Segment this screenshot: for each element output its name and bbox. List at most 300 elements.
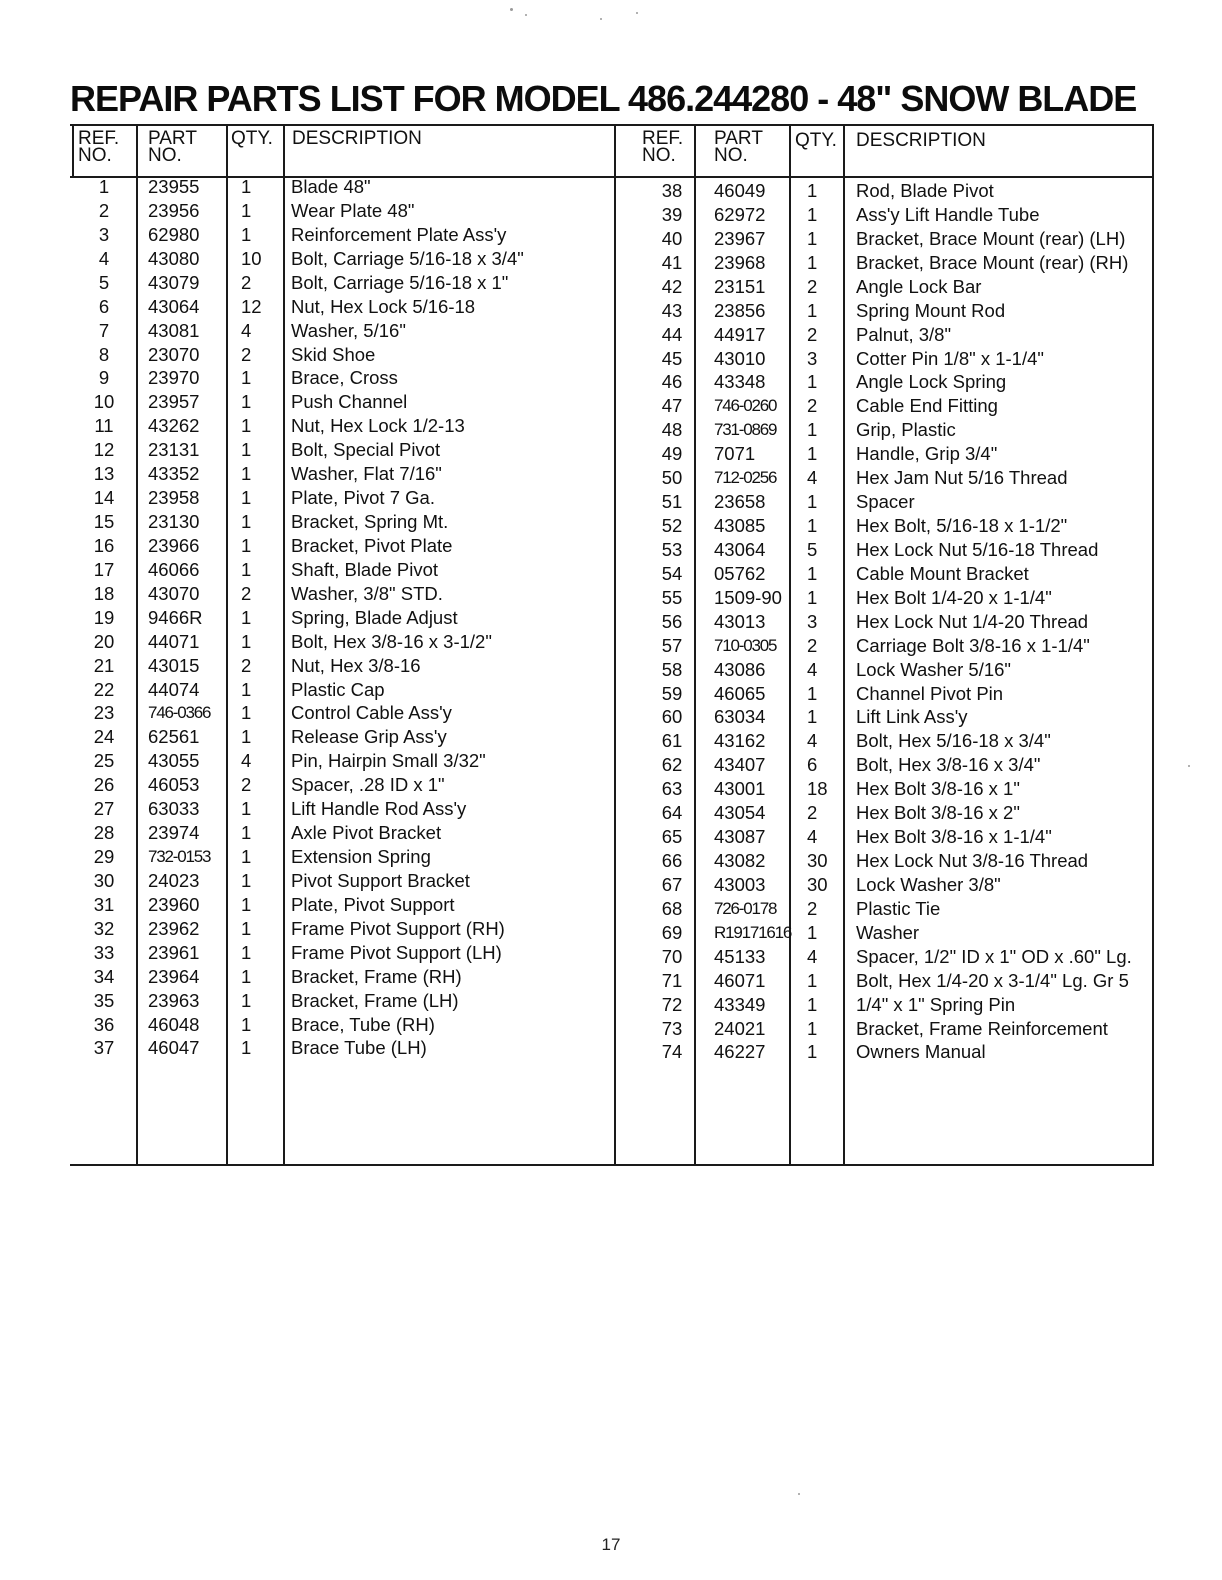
table-row [0, 921, 1222, 945]
description-cell: Handle, Grip 3/4" [856, 443, 998, 465]
qty-cell: 4 [807, 945, 818, 967]
qty-cell: 1 [807, 251, 818, 273]
description-cell: Hex Bolt 1/4-20 x 1-1/4" [856, 586, 1052, 608]
table-row [0, 1040, 1222, 1064]
qty-cell: 1 [807, 1017, 818, 1039]
part-no-cell: 43013 [714, 610, 766, 632]
part-no-cell: 23131 [148, 439, 200, 461]
ref-no-cell: 44 [661, 323, 683, 345]
part-no-cell: 46071 [714, 969, 766, 991]
table-row [0, 538, 1222, 562]
table-row [0, 514, 1222, 538]
table-row [0, 179, 1222, 203]
description-cell: Bracket, Brace Mount (rear) (LH) [856, 227, 1126, 249]
scan-speck [636, 12, 638, 14]
table-row [0, 347, 1222, 371]
part-no-cell: 46047 [148, 1037, 200, 1059]
qty-cell: 30 [807, 850, 828, 872]
qty-cell: 1 [241, 822, 252, 844]
description-cell: Nut, Hex Lock 5/16-18 [291, 295, 476, 317]
ref-no-cell: 56 [661, 610, 683, 632]
part-no-cell: 43003 [714, 873, 766, 895]
ref-no-cell: 59 [661, 682, 683, 704]
qty-cell: 1 [241, 702, 252, 724]
part-no-cell: 726-0178 [714, 898, 777, 918]
description-cell: Control Cable Ass'y [291, 702, 452, 724]
description-cell: Angle Lock Bar [856, 275, 982, 297]
part-no-cell: 44074 [148, 678, 200, 700]
ref-no-cell: 11 [94, 415, 114, 437]
qty-cell: 1 [807, 419, 818, 441]
qty-cell: 12 [241, 295, 262, 317]
part-no-cell: 44917 [714, 323, 766, 345]
ref-no-cell: 52 [661, 515, 683, 537]
description-cell: Washer [856, 921, 920, 943]
ref-no-cell: 50 [661, 467, 683, 489]
description-cell: Bolt, Special Pivot [291, 439, 441, 461]
ref-no-cell: 14 [93, 487, 115, 509]
description-cell: Palnut, 3/8" [856, 323, 952, 345]
ref-no-cell: 40 [661, 227, 683, 249]
description-cell: Extension Spring [291, 846, 431, 868]
part-no-cell: 7071 [714, 443, 756, 465]
description-cell: Lock Washer 5/16" [856, 658, 1011, 680]
qty-cell: 1 [241, 630, 252, 652]
ref-no-cell: 48 [661, 419, 683, 441]
ref-no-cell: 45 [661, 347, 683, 369]
table-row [0, 849, 1222, 873]
qty-cell: 1 [807, 515, 818, 537]
table-row [0, 323, 1222, 347]
qty-cell: 6 [807, 754, 818, 776]
description-cell: Lift Handle Rod Ass'y [291, 798, 467, 820]
part-no-cell: 43262 [148, 415, 200, 437]
part-no-cell: 732-0153 [148, 847, 211, 867]
ref-no-cell: 41 [661, 251, 683, 273]
table-row [0, 705, 1222, 729]
part-no-cell: 62972 [714, 203, 766, 225]
description-cell: Hex Bolt, 5/16-18 x 1-1/2" [856, 515, 1068, 537]
qty-cell: 1 [241, 989, 252, 1011]
part-no-cell: 05762 [714, 562, 766, 584]
description-cell: Lock Washer 3/8" [856, 873, 1001, 895]
description-cell: Channel Pivot Pin [856, 682, 1004, 704]
ref-no-cell: 47 [661, 395, 683, 417]
part-no-cell: 712-0256 [714, 468, 777, 488]
ref-no-cell: 24 [93, 726, 115, 748]
table-row [0, 658, 1222, 682]
qty-cell: 30 [807, 873, 828, 895]
qty-cell: 1 [241, 391, 252, 413]
table-row [0, 466, 1222, 490]
table-row [0, 490, 1222, 514]
qty-cell: 1 [807, 180, 818, 201]
part-no-cell: 23962 [148, 917, 200, 939]
ref-no-cell: 57 [661, 634, 683, 656]
table-bottom-border [70, 1164, 1154, 1166]
table-row [0, 682, 1222, 706]
table-row [0, 251, 1222, 275]
description-cell: Hex Bolt 3/8-16 x 2" [856, 802, 1020, 824]
ref-no-cell: 4 [98, 247, 110, 269]
description-cell: Ass'y Lift Handle Tube [856, 203, 1040, 225]
description-cell: Spacer [856, 491, 915, 513]
page-number: 17 [601, 1535, 621, 1554]
description-cell: Bracket, Frame (RH) [291, 965, 462, 987]
header-part-no-right: PART NO. [714, 128, 763, 166]
ref-no-cell: 51 [661, 491, 683, 513]
part-no-cell: 43001 [714, 778, 766, 800]
qty-cell: 1 [807, 227, 818, 249]
qty-cell: 1 [241, 798, 252, 820]
part-no-cell: 43070 [148, 582, 200, 604]
ref-no-cell: 69 [661, 921, 683, 943]
qty-cell: 2 [807, 802, 818, 824]
qty-cell: 1 [807, 586, 818, 608]
qty-cell: 1 [807, 299, 818, 321]
qty-cell: 1 [241, 223, 252, 245]
part-no-cell: 43010 [714, 347, 766, 369]
qty-cell: 4 [241, 319, 252, 341]
description-cell: Pivot Support Bracket [291, 869, 470, 891]
qty-cell: 4 [807, 730, 818, 752]
description-cell: Shaft, Blade Pivot [291, 558, 439, 580]
description-cell: Carriage Bolt 3/8-16 x 1-1/4" [856, 634, 1090, 656]
description-cell: Spring, Blade Adjust [291, 606, 458, 628]
part-no-cell: 23658 [714, 491, 766, 513]
description-cell: Bolt, Hex 1/4-20 x 3-1/4" Lg. Gr 5 [856, 969, 1129, 991]
part-no-cell: 23966 [148, 534, 200, 556]
qty-cell: 4 [241, 750, 252, 772]
ref-no-cell: 55 [661, 586, 683, 608]
ref-no-cell: 67 [661, 873, 683, 895]
qty-cell: 4 [807, 826, 818, 848]
description-cell: Bolt, Hex 3/8-16 x 3/4" [856, 754, 1041, 776]
part-no-cell: 63034 [714, 706, 766, 728]
qty-cell: 2 [241, 582, 252, 604]
part-no-cell: 46227 [714, 1041, 766, 1063]
ref-no-cell: 27 [93, 798, 115, 820]
description-cell: Hex Jam Nut 5/16 Thread [856, 467, 1068, 489]
ref-no-cell: 2 [98, 199, 110, 221]
ref-no-cell: 33 [93, 941, 115, 963]
ref-no-cell: 22 [93, 678, 115, 700]
qty-cell: 1 [241, 367, 252, 389]
ref-no-cell: 32 [93, 917, 115, 939]
table-row [0, 394, 1222, 418]
qty-cell: 1 [807, 491, 818, 513]
description-cell: Angle Lock Spring [856, 371, 1007, 393]
ref-no-cell: 63 [661, 778, 683, 800]
part-no-cell: 1509-90 [714, 586, 782, 608]
table-row [0, 969, 1222, 993]
scan-speck [525, 14, 527, 16]
ref-no-cell: 5 [98, 271, 110, 293]
description-cell: Axle Pivot Bracket [291, 822, 442, 844]
header-ref-no: REF. NO. [78, 128, 120, 166]
qty-cell: 1 [807, 562, 818, 584]
part-no-cell: 24021 [714, 1017, 766, 1039]
qty-cell: 2 [807, 323, 818, 345]
description-cell: Blade 48" [291, 176, 371, 197]
description-cell: Plate, Pivot 7 Ga. [291, 487, 435, 509]
header-description: DESCRIPTION [292, 128, 422, 149]
qty-cell: 1 [241, 1037, 252, 1059]
part-no-cell: 43064 [714, 538, 766, 560]
description-cell: Hex Bolt 3/8-16 x 1" [856, 778, 1020, 800]
ref-no-cell: 16 [93, 534, 115, 556]
description-cell: Lift Link Ass'y [856, 706, 968, 728]
scan-speck [798, 1493, 800, 1495]
part-no-cell: 43087 [714, 826, 766, 848]
part-no-cell: 43085 [714, 515, 766, 537]
description-cell: Cable Mount Bracket [856, 562, 1029, 584]
part-no-cell: 46065 [714, 682, 766, 704]
ref-no-cell: 23 [93, 702, 115, 724]
ref-no-cell: 28 [93, 822, 115, 844]
part-no-cell: 24023 [148, 869, 200, 891]
part-no-cell: 43054 [714, 802, 766, 824]
part-no-cell: 43086 [714, 658, 766, 680]
table-row [0, 562, 1222, 586]
part-no-cell: 46049 [714, 180, 766, 201]
ref-no-cell: 62 [661, 754, 683, 776]
description-cell: Bracket, Brace Mount (rear) (RH) [856, 251, 1129, 273]
qty-cell: 2 [807, 275, 818, 297]
description-cell: Release Grip Ass'y [291, 726, 447, 748]
qty-cell: 4 [807, 658, 818, 680]
table-row [0, 586, 1222, 610]
description-cell: Nut, Hex Lock 1/2-13 [291, 415, 465, 437]
ref-no-cell: 35 [93, 989, 115, 1011]
ref-no-cell: 38 [661, 180, 683, 201]
ref-no-cell: 58 [661, 658, 683, 680]
page-title: REPAIR PARTS LIST FOR MODEL 486.244280 - 48" SNOW BLADE [70, 78, 1137, 119]
description-cell: Grip, Plastic [856, 419, 956, 441]
part-no-cell: 43162 [714, 730, 766, 752]
description-cell: Bolt, Carriage 5/16-18 x 3/4" [291, 247, 524, 269]
description-cell: Washer, Flat 7/16" [291, 463, 442, 485]
part-no-cell: 23968 [714, 251, 766, 273]
qty-cell: 1 [807, 706, 818, 728]
ref-no-cell: 60 [661, 706, 683, 728]
description-cell: Brace, Tube (RH) [291, 1013, 435, 1035]
part-no-cell: 43082 [714, 850, 766, 872]
ref-no-cell: 61 [661, 730, 683, 752]
description-cell: Bracket, Spring Mt. [291, 511, 449, 533]
qty-cell: 1 [241, 415, 252, 437]
qty-cell: 1 [241, 487, 252, 509]
ref-no-cell: 65 [661, 826, 683, 848]
part-no-cell: 23963 [148, 989, 200, 1011]
table-row [0, 418, 1222, 442]
qty-cell: 1 [807, 993, 818, 1015]
part-no-cell: 23974 [148, 822, 200, 844]
table-row [0, 897, 1222, 921]
part-no-cell: 746-0260 [714, 396, 777, 416]
description-cell: Plate, Pivot Support [291, 893, 455, 915]
part-no-cell: 23957 [148, 391, 200, 413]
ref-no-cell: 39 [661, 203, 683, 225]
qty-cell: 1 [807, 921, 818, 943]
ref-no-cell: 15 [93, 511, 115, 533]
description-cell: 1/4" x 1" Spring Pin [856, 993, 1016, 1015]
part-no-cell: 23130 [148, 511, 200, 533]
ref-no-cell: 74 [661, 1041, 683, 1063]
part-no-cell: 23964 [148, 965, 200, 987]
ref-no-cell: 8 [98, 343, 110, 365]
header-qty-right: QTY. [795, 130, 837, 151]
description-cell: Washer, 3/8" STD. [291, 582, 443, 604]
qty-cell: 2 [241, 654, 252, 676]
qty-cell: 3 [807, 610, 818, 632]
description-cell: Washer, 5/16" [291, 319, 406, 341]
description-cell: Hex Lock Nut 3/8-16 Thread [856, 850, 1089, 872]
ref-no-cell: 3 [98, 223, 110, 245]
part-no-cell: 45133 [714, 945, 766, 967]
description-cell: Wear Plate 48" [291, 199, 415, 221]
part-no-cell: 46053 [148, 774, 200, 796]
description-cell: Hex Bolt 3/8-16 x 1-1/4" [856, 826, 1052, 848]
description-cell: Cable End Fitting [856, 395, 998, 417]
part-no-cell: 9466R [148, 606, 203, 628]
ref-no-cell: 70 [661, 945, 683, 967]
ref-no-cell: 71 [661, 969, 683, 991]
description-cell: Spring Mount Rod [856, 299, 1006, 321]
qty-cell: 2 [241, 271, 252, 293]
part-no-cell: 46066 [148, 558, 200, 580]
description-cell: Bracket, Frame Reinforcement [856, 1017, 1108, 1039]
qty-cell: 1 [241, 439, 252, 461]
part-no-cell: 731-0869 [714, 420, 777, 440]
part-no-cell: 44071 [148, 630, 200, 652]
part-no-cell: 62561 [148, 726, 200, 748]
table-row [0, 442, 1222, 466]
description-cell: Push Channel [291, 391, 408, 413]
qty-cell: 1 [807, 969, 818, 991]
header-qty: QTY. [231, 128, 273, 149]
description-cell: Skid Shoe [291, 343, 376, 365]
qty-cell: 4 [807, 467, 818, 489]
part-no-cell: 43080 [148, 247, 200, 269]
table-row [0, 753, 1222, 777]
part-no-cell: 23958 [148, 487, 200, 509]
scan-speck [510, 8, 513, 11]
ref-no-cell: 43 [661, 299, 683, 321]
ref-no-cell: 10 [93, 391, 115, 413]
part-no-cell: 46048 [148, 1013, 200, 1035]
qty-cell: 3 [807, 347, 818, 369]
ref-no-cell: 13 [93, 463, 115, 485]
qty-cell: 1 [241, 941, 252, 963]
ref-no-cell: 12 [93, 439, 115, 461]
ref-no-cell: 18 [93, 582, 115, 604]
part-no-cell: 23956 [148, 199, 200, 221]
part-no-cell: 23070 [148, 343, 200, 365]
table-row [0, 275, 1222, 299]
ref-no-cell: 68 [661, 897, 683, 919]
qty-cell: 1 [241, 606, 252, 628]
qty-cell: 1 [241, 846, 252, 868]
table-row [0, 610, 1222, 634]
qty-cell: 1 [241, 869, 252, 891]
ref-no-cell: 54 [661, 562, 683, 584]
ref-no-cell: 20 [93, 630, 115, 652]
qty-cell: 1 [241, 965, 252, 987]
qty-cell: 2 [241, 343, 252, 365]
ref-no-cell: 1 [98, 176, 110, 197]
table-row [0, 227, 1222, 251]
qty-cell: 1 [241, 511, 252, 533]
part-no-cell: 23955 [148, 176, 200, 197]
description-cell: Owners Manual [856, 1041, 986, 1063]
table-row [0, 729, 1222, 753]
qty-cell: 5 [807, 538, 818, 560]
part-no-cell: 23961 [148, 941, 200, 963]
part-no-cell: 43079 [148, 271, 200, 293]
qty-cell: 2 [241, 774, 252, 796]
description-cell: Bolt, Hex 3/8-16 x 3-1/2" [291, 630, 492, 652]
description-cell: Spacer, 1/2" ID x 1" OD x .60" Lg. [856, 945, 1132, 967]
qty-cell: 1 [241, 917, 252, 939]
part-no-cell: 43015 [148, 654, 200, 676]
part-no-cell: 23856 [714, 299, 766, 321]
description-cell: Bracket, Frame (LH) [291, 989, 459, 1011]
qty-cell: 1 [807, 1041, 818, 1063]
part-no-cell: 43407 [714, 754, 766, 776]
description-cell: Bracket, Pivot Plate [291, 534, 453, 556]
description-cell: Frame Pivot Support (LH) [291, 941, 502, 963]
description-cell: Brace Tube (LH) [291, 1037, 427, 1059]
description-cell: Hex Lock Nut 1/4-20 Thread [856, 610, 1089, 632]
table-row [0, 634, 1222, 658]
table-row [0, 777, 1222, 801]
ref-no-cell: 26 [93, 774, 115, 796]
qty-cell: 1 [241, 176, 252, 197]
table-row [0, 299, 1222, 323]
part-no-cell: 43348 [714, 371, 766, 393]
table-row [0, 993, 1222, 1017]
ref-no-cell: 30 [93, 869, 115, 891]
scan-speck [600, 18, 602, 20]
part-no-cell: 43352 [148, 463, 200, 485]
description-cell: Bolt, Hex 5/16-18 x 3/4" [856, 730, 1051, 752]
ref-no-cell: 36 [93, 1013, 115, 1035]
ref-no-cell: 9 [98, 367, 110, 389]
qty-cell: 1 [807, 203, 818, 225]
part-no-cell: 43081 [148, 319, 200, 341]
description-cell: Rod, Blade Pivot [856, 180, 994, 201]
table-row [0, 945, 1222, 969]
part-no-cell: 43349 [714, 993, 766, 1015]
qty-cell: 1 [807, 682, 818, 704]
qty-cell: 2 [807, 897, 818, 919]
ref-no-cell: 17 [93, 558, 115, 580]
qty-cell: 1 [807, 371, 818, 393]
description-cell: Hex Lock Nut 5/16-18 Thread [856, 538, 1099, 560]
scan-speck [1188, 765, 1190, 767]
table-row [0, 873, 1222, 897]
header-ref-no-right: REF. NO. [642, 128, 684, 166]
table-row [0, 370, 1222, 394]
description-cell: Spacer, .28 ID x 1" [291, 774, 445, 796]
ref-no-cell: 37 [93, 1037, 115, 1059]
ref-no-cell: 53 [661, 538, 683, 560]
description-cell: Plastic Cap [291, 678, 385, 700]
ref-no-cell: 42 [661, 275, 683, 297]
description-cell: Nut, Hex 3/8-16 [291, 654, 421, 676]
qty-cell: 1 [241, 534, 252, 556]
